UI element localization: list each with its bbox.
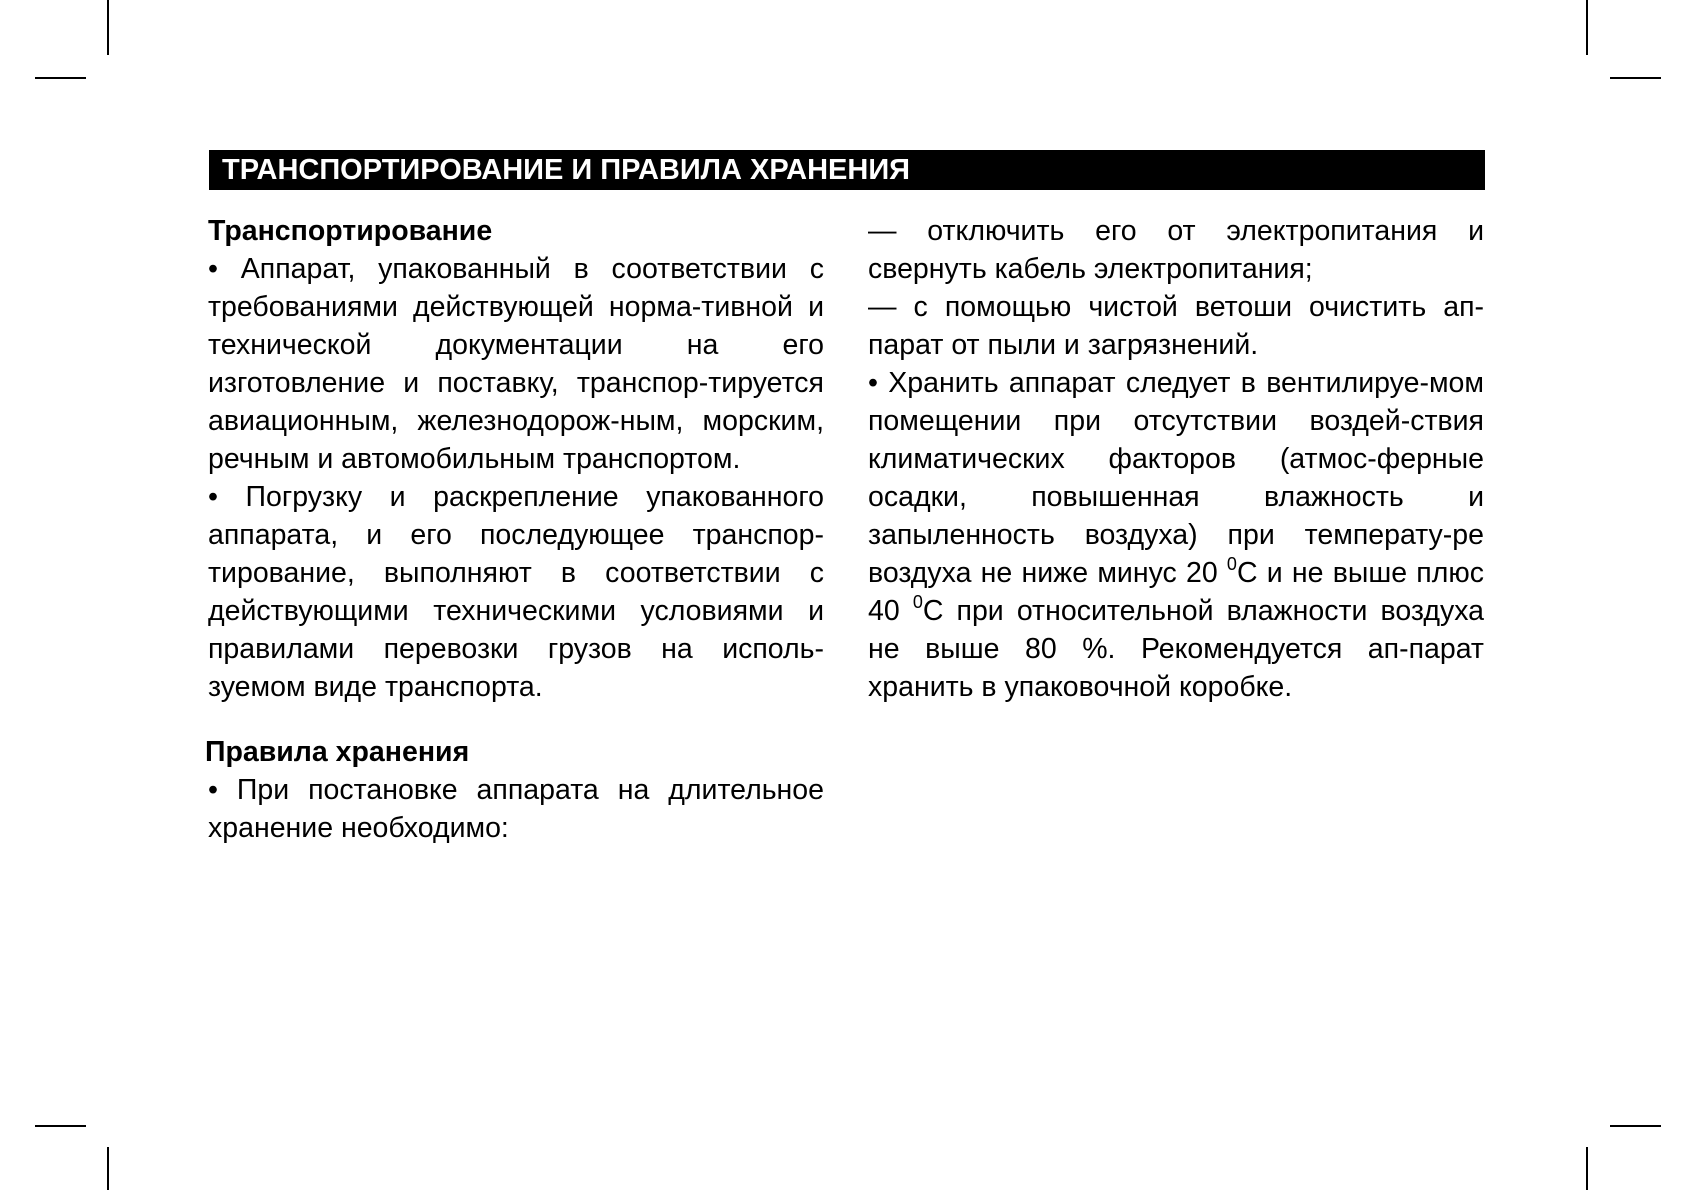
- storage-paragraph-1: • При постановке аппарата на длительное хранение необходимо:: [208, 774, 824, 844]
- storage-conditions-part-3: С при относительной влажности воздуха не выше 80 %. Рекомендуется ап-парат хранить в упаковочной коробке.: [868, 595, 1484, 703]
- crop-mark-bottom-left-horizontal: [35, 1125, 86, 1127]
- crop-mark-top-left-vertical: [107, 0, 109, 55]
- right-column: [868, 212, 1484, 706]
- transport-paragraph-2: • Погрузку и раскрепление упакованного аппарата, и его последующее транспор-тирование, выполняют в соответствии с действующими техническими условиями и правилами перевозки грузов на исполь-зуемом виде транспорта.: [208, 481, 824, 703]
- transport-paragraph-1: • Аппарат, упакованный в соответствии с требованиями действующей норма-тивной и технической документации на его изготовление и поставку, транспор-тируется авиационным, железнодорож-ным, морским, речным и автомобильным транспортом.: [208, 253, 824, 475]
- storage-step-clean: — с помощью чистой ветоши очистить ап-парат от пыли и загрязнений.: [868, 291, 1484, 361]
- storage-conditions-part-2: С и не выше плюс 40: [868, 557, 1484, 627]
- crop-mark-top-right-horizontal: [1610, 77, 1661, 79]
- crop-mark-bottom-right-horizontal: [1610, 1125, 1661, 1127]
- crop-mark-top-left-horizontal: [35, 77, 86, 79]
- section-title-banner: ТРАНСПОРТИРОВАНИЕ И ПРАВИЛА ХРАНЕНИЯ: [209, 150, 1485, 190]
- crop-mark-top-right-vertical: [1586, 0, 1588, 55]
- left-column: [205, 212, 824, 847]
- storage-step-disconnect: — отключить его от электропитания и свернуть кабель электропитания;: [868, 215, 1484, 285]
- storage-conditions-paragraph: [868, 364, 1484, 706]
- crop-mark-bottom-right-vertical: [1586, 1147, 1588, 1190]
- storage-heading: Правила хранения: [205, 736, 470, 768]
- crop-mark-bottom-left-vertical: [107, 1147, 109, 1190]
- storage-conditions-part-1: • Хранить аппарат следует в вентилируе-мом помещении при отсутствии воздей-ствия климатических факторов (атмос-ферные осадки, повышенная влажность и запыленность воздуха) при температу-ре воздуха не ниже минус 20: [868, 367, 1484, 589]
- degree-mark-1: 0: [1226, 554, 1237, 574]
- transport-heading: Транспортирование: [208, 215, 493, 247]
- degree-mark-2: 0: [912, 592, 923, 612]
